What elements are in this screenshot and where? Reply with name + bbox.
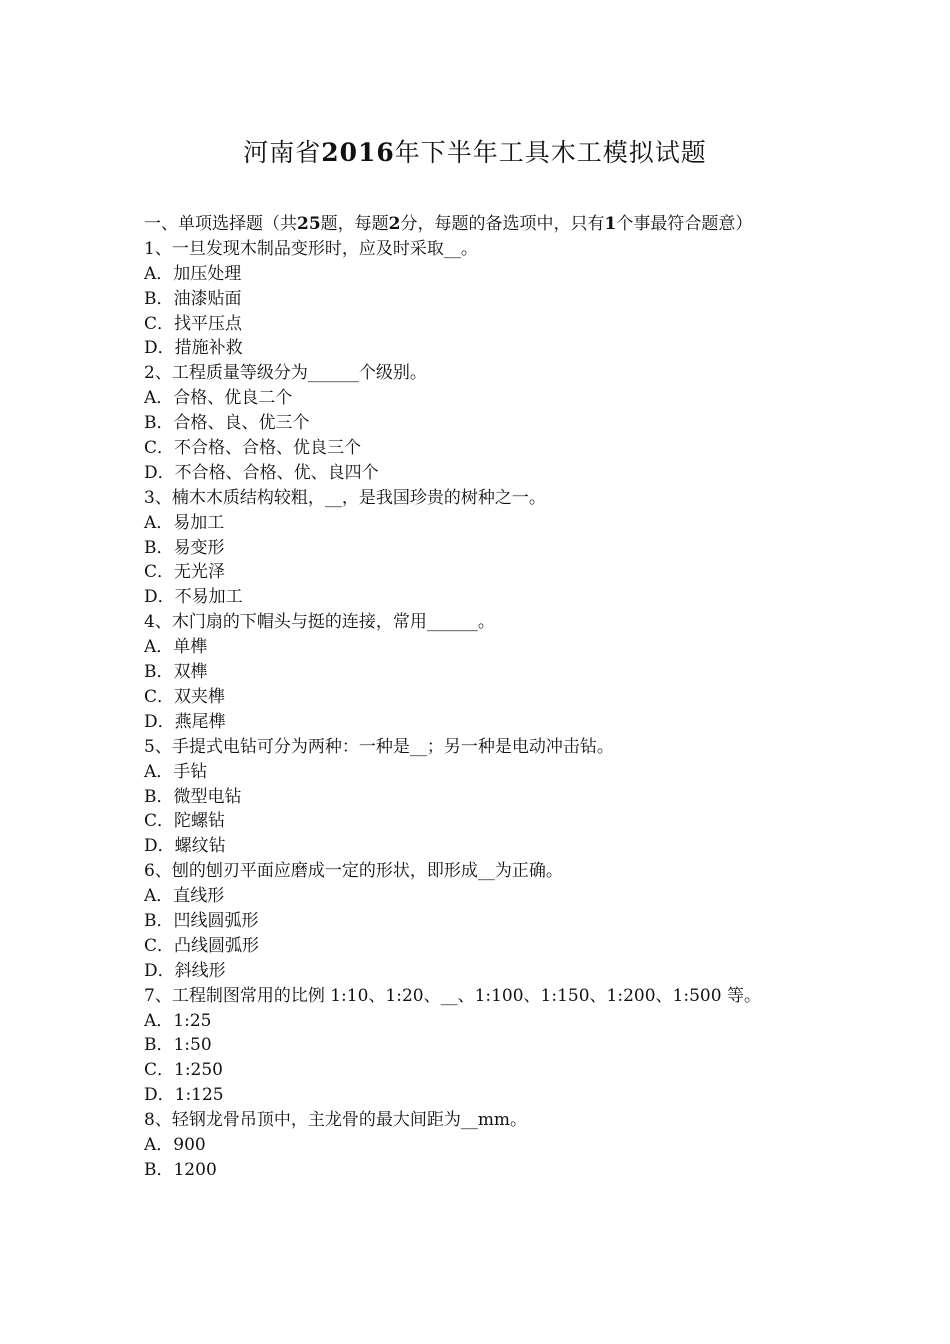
question-stem: 8、轻钢龙骨吊顶中，主龙骨的最大间距为__mm。 bbox=[144, 1110, 528, 1131]
question-option: B．凹线圆弧形 bbox=[144, 910, 259, 931]
question-stem: 1、一旦发现木制品变形时，应及时采取__。 bbox=[144, 238, 478, 259]
question-option: D．措施补救 bbox=[144, 338, 243, 359]
question-option: C．凸线圆弧形 bbox=[144, 935, 260, 956]
question-stem: 6、刨的刨刃平面应磨成一定的形状，即形成__为正确。 bbox=[144, 861, 563, 882]
question-option: C．不合格、合格、优良三个 bbox=[144, 438, 362, 459]
question-option: A．1:25 bbox=[144, 1010, 212, 1031]
question-stem: 3、楠木木质结构较粗，__，是我国珍贵的树种之一。 bbox=[144, 487, 546, 508]
question-option: A．直线形 bbox=[144, 886, 225, 907]
section-heading: 一、单项选择题（共25题，每题2分，每题的备选项中，只有1个事最符合题意） bbox=[144, 214, 753, 234]
question-option: D．不易加工 bbox=[144, 587, 243, 608]
question-option: A．900 bbox=[144, 1134, 206, 1155]
question-option: A．合格、优良二个 bbox=[144, 388, 293, 409]
question-option: A．易加工 bbox=[144, 512, 225, 533]
question-option: D．不合格、合格、优、良四个 bbox=[144, 462, 379, 483]
question-option: A．手钻 bbox=[144, 761, 208, 782]
question-option: D．斜线形 bbox=[144, 960, 226, 981]
question-option: C．双夹榫 bbox=[144, 686, 226, 707]
question-option: B．合格、良、优三个 bbox=[144, 413, 310, 434]
question-option: B．微型电钻 bbox=[144, 786, 242, 807]
question-stem: 5、手提式电钻可分为两种：一种是__；另一种是电动冲击钻。 bbox=[144, 736, 614, 757]
question-option: C．陀螺钻 bbox=[144, 811, 226, 832]
question-option: B．油漆贴面 bbox=[144, 288, 242, 309]
document-title: 河南省2016年下半年工具木工模拟试题 bbox=[243, 138, 707, 167]
question-option: C．1:250 bbox=[144, 1060, 223, 1081]
question-stem: 2、工程质量等级分为______个级别。 bbox=[144, 363, 427, 384]
question-option: B．1:50 bbox=[144, 1035, 212, 1056]
question-option: D．1:125 bbox=[144, 1085, 224, 1106]
question-option: D．燕尾榫 bbox=[144, 711, 226, 732]
question-option: B．易变形 bbox=[144, 537, 225, 558]
question-stem: 7、工程制图常用的比例 1:10、1:20、__、1:100、1:150、1:200、1:500 等。 bbox=[144, 985, 761, 1006]
question-option: B．1200 bbox=[144, 1159, 217, 1180]
document-body bbox=[144, 212, 816, 1183]
question-option: A．单榫 bbox=[144, 637, 208, 658]
question-option: C．找平压点 bbox=[144, 313, 243, 334]
question-option: B．双榫 bbox=[144, 662, 208, 683]
question-option: D．螺纹钻 bbox=[144, 836, 226, 857]
question-option: C．无光泽 bbox=[144, 562, 226, 583]
question-option: A．加压处理 bbox=[144, 263, 242, 284]
question-stem: 4、木门扇的下帽头与挺的连接，常用______。 bbox=[144, 612, 495, 633]
question-list bbox=[144, 237, 816, 1183]
